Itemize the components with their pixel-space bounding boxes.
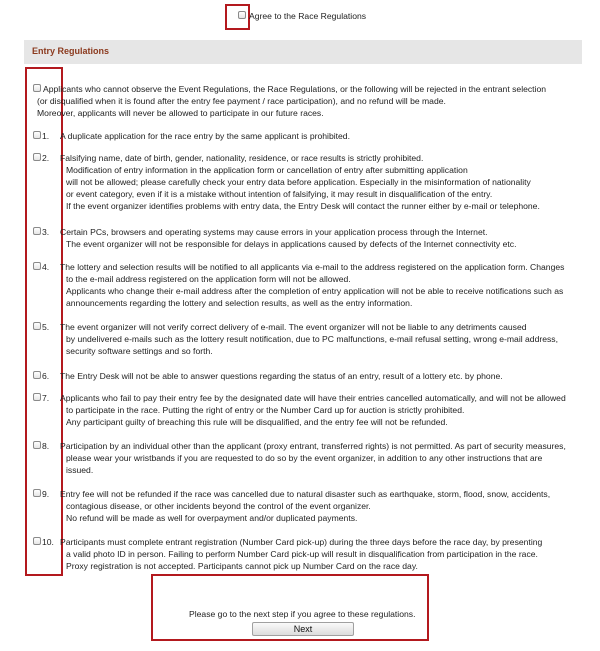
item-checkbox[interactable] <box>33 153 41 161</box>
item-checkbox[interactable] <box>33 322 41 330</box>
item-checkbox[interactable] <box>33 393 41 401</box>
next-step-instruction: Please go to the next step if you agree to these regulations. <box>189 609 416 619</box>
item-checkbox[interactable] <box>33 489 41 497</box>
item-number: 1. <box>42 131 50 141</box>
item-number: 5. <box>42 322 50 332</box>
item-number: 8. <box>42 441 50 451</box>
item-number: 2. <box>42 153 50 163</box>
item-checkbox[interactable] <box>33 131 41 139</box>
next-button[interactable]: Next <box>252 622 354 636</box>
section-title: Entry Regulations <box>32 46 110 56</box>
agree-regulations-label: Agree to the Race Regulations <box>249 11 367 21</box>
item-checkbox[interactable] <box>33 441 41 449</box>
item-number: 9. <box>42 489 50 499</box>
item-checkbox[interactable] <box>33 262 41 270</box>
item-checkbox[interactable] <box>33 227 41 235</box>
intro-checkbox[interactable] <box>33 84 41 92</box>
item-number: 4. <box>42 262 50 272</box>
item-number: 6. <box>42 371 50 381</box>
item-checkbox[interactable] <box>33 537 41 545</box>
item-number: 3. <box>42 227 50 237</box>
item-number: 7. <box>42 393 50 403</box>
item-checkbox[interactable] <box>33 371 41 379</box>
item-number: 10. <box>42 537 54 547</box>
agree-regulations-checkbox[interactable] <box>238 11 246 19</box>
